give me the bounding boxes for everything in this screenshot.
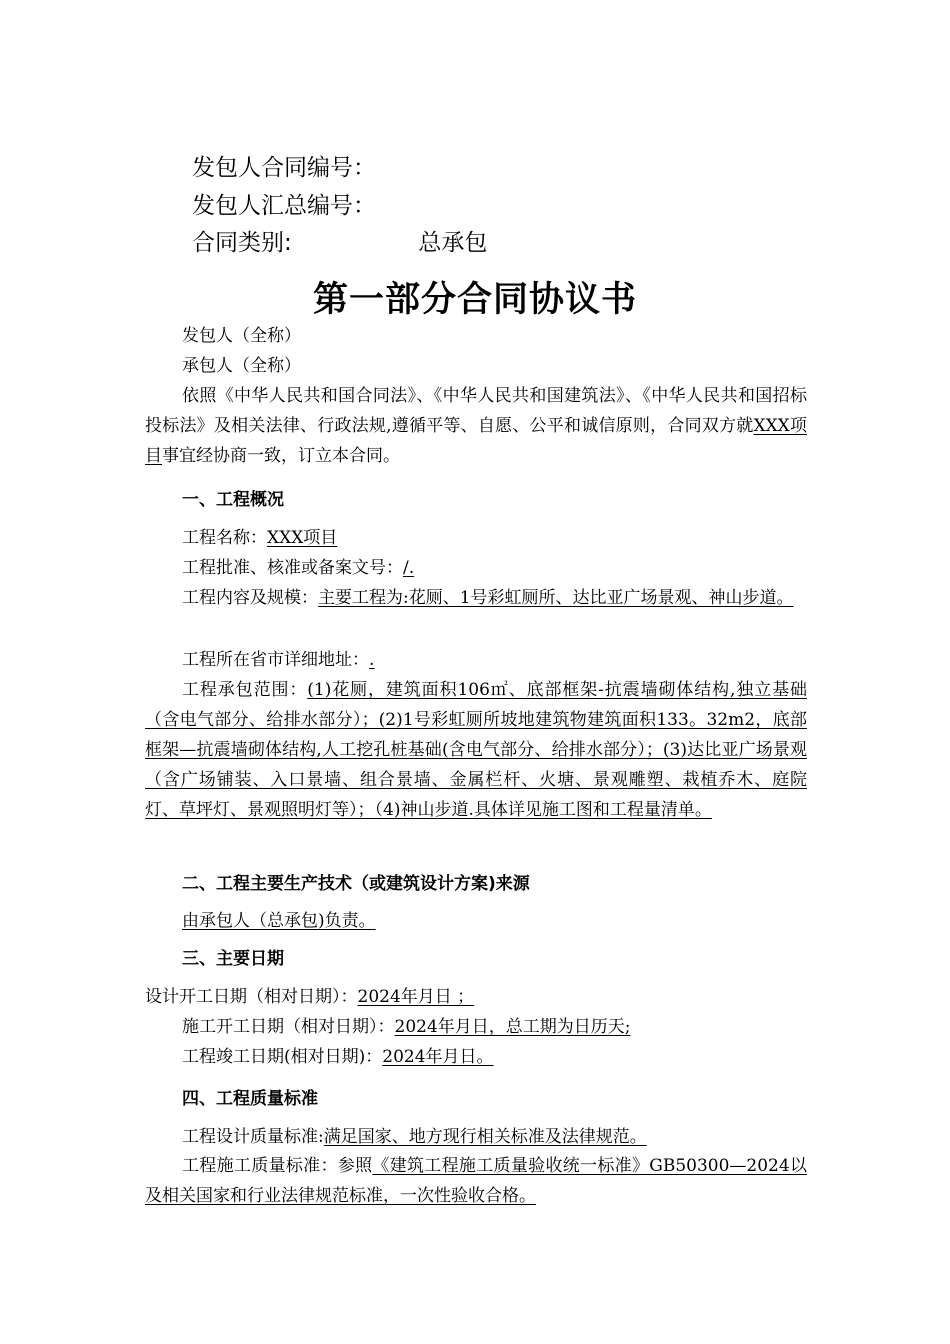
project-address-value: . xyxy=(369,650,375,670)
summary-number-label: 发包人汇总编号： xyxy=(192,193,376,219)
contract-number-label: 发包人合同编号： xyxy=(192,155,376,181)
contract-category-label: 合同类别: xyxy=(192,230,292,256)
section-heading-technology: 二、工程主要生产技术（或建筑设计方案)来源 xyxy=(182,874,530,894)
intro-text: 依照《中华人民共和国合同法》、《中华人民共和国建筑法》、《中华人民共和国招标投标法》及相关法律、行政法规,遵循平等、自愿、公平和诚信原则，合同双方就 xyxy=(145,386,807,436)
contract-category-row xyxy=(192,227,487,259)
project-name-label: 工程名称： xyxy=(182,528,267,548)
completion-date-label: 工程竣工日期(相对日期)： xyxy=(182,1047,383,1067)
design-start-date-value: 2024年月日 ； xyxy=(357,987,475,1007)
technology-source-row xyxy=(182,906,376,936)
design-quality-row xyxy=(182,1122,647,1152)
design-quality-label: 工程设计质量标准: xyxy=(182,1127,324,1147)
approval-number-label: 工程批准、核准或备案文号： xyxy=(182,558,403,578)
design-start-date-row xyxy=(145,982,474,1012)
employer-line: 发包人（全称） xyxy=(182,326,301,346)
project-content-label: 工程内容及规模： xyxy=(182,588,318,608)
technology-source-value: 由承包人（总承包)负责。 xyxy=(182,911,376,931)
project-scope-label: 工程承包范围： xyxy=(182,680,308,700)
project-scope-paragraph xyxy=(145,675,807,825)
section-heading-quality: 四、工程质量标准 xyxy=(182,1089,318,1109)
construction-start-date-row xyxy=(182,1012,631,1042)
project-name-row xyxy=(182,523,337,553)
project-scope-value: (1)花厕，建筑面积106㎡、底部框架-抗震墙砌体结构,独立基础（含电气部分、给排水部分）；(2)1号彩虹厕所坡地建筑物建筑面积133。32m2，底部框架—抗震墙砌体结构,人工挖孔桩基础(含电气部分、给排水部分）；(3)达比亚广场景观（含广场铺装、入口景墙、组合景墙、金属栏杆、火塘、景观雕塑、栽植乔木、庭院灯、草坪灯、景观照明灯等）；（4)神山步道.具体详见施工图和工程量清单。 xyxy=(145,680,807,820)
project-content-value: 主要工程为:花厕、1号彩虹厕所、达比亚广场景观、神山步道。 xyxy=(318,588,794,608)
contract-category-value: 总承包 xyxy=(418,230,488,256)
intro-paragraph xyxy=(145,381,807,471)
contractor-line: 承包人（全称） xyxy=(182,356,301,376)
project-content-paragraph xyxy=(145,583,807,613)
design-start-date-label: 设计开工日期（相对日期）： xyxy=(145,987,358,1007)
section-heading-overview: 一、工程概况 xyxy=(182,490,284,510)
completion-date-value: 2024年月日。 xyxy=(382,1047,494,1067)
approval-number-value: /. xyxy=(403,558,415,578)
approval-number-row xyxy=(182,553,414,583)
document-title: 第一部分合同协议书 xyxy=(312,280,637,320)
completion-date-row xyxy=(182,1042,494,1072)
project-name-value: XXX项目 xyxy=(267,528,338,548)
construction-start-date-value: 2024年月日，总工期为日历天; xyxy=(394,1017,631,1037)
construction-quality-label: 工程施工质量标准：参照 xyxy=(182,1156,373,1176)
section-heading-dates: 三、主要日期 xyxy=(182,949,284,969)
construction-start-date-label: 施工开工日期（相对日期）： xyxy=(182,1017,395,1037)
intro-project-name: XXX项目 xyxy=(145,416,808,466)
design-quality-value: 满足国家、地方现行相关标准及法律规范。 xyxy=(323,1127,647,1147)
intro-text-end: 事宜经协商一致，订立本合同。 xyxy=(162,446,400,466)
construction-quality-paragraph xyxy=(145,1151,807,1211)
project-address-row xyxy=(182,645,374,675)
project-address-label: 工程所在省市详细地址： xyxy=(182,650,369,670)
construction-quality-value: 《建筑工程施工质量验收统一标准》GB50300—2024以及相关国家和行业法律规范标准，一次性验收合格。 xyxy=(145,1156,807,1206)
